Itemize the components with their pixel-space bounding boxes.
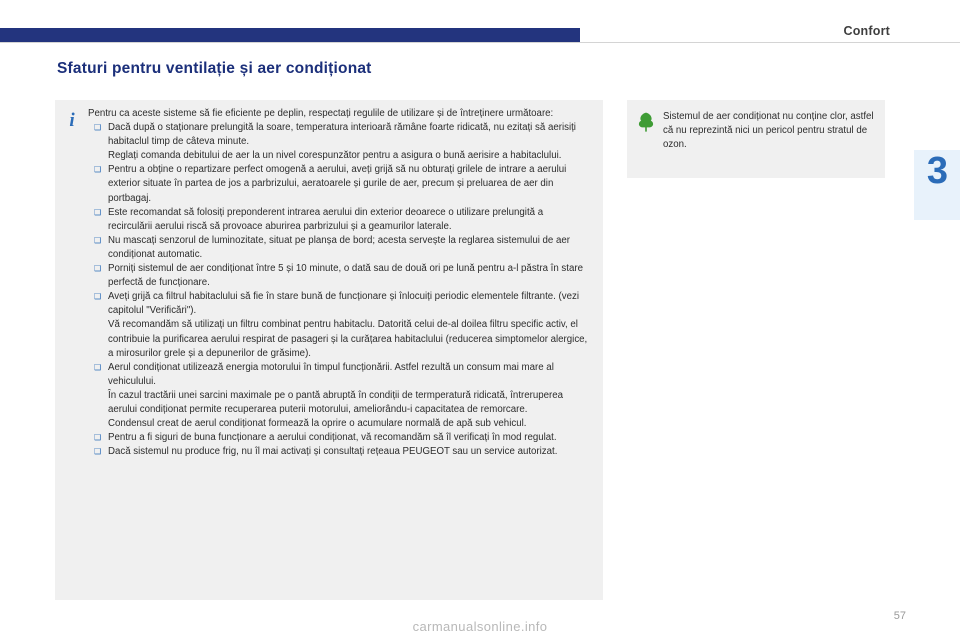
bullet-item — [88, 234, 588, 262]
main-body-text — [88, 107, 588, 459]
bullet-item — [88, 290, 588, 360]
bullet-paragraph: Dacă după o staționare prelungită la soare, temperatura interioară rămâne foarte ridicată, nu ezitați să aerisiți habitaclul timp de câteva minute. — [108, 122, 576, 148]
section-number: 3 — [926, 150, 948, 192]
bullet-text — [108, 234, 588, 262]
bullet-text — [108, 163, 588, 205]
bullet-paragraph: Pentru a fi siguri de buna funcționare a aerului condiționat, vă recomandăm să îl verificați în mod regulat. — [108, 432, 557, 444]
bullet-marker-icon: ❑ — [94, 362, 102, 372]
bullet-paragraph: Este recomandat să folosiți preponderent intrarea aerului din exterior deoarece o utilizare prelungită a recirculării aerului riscă să provoace aburirea parbrizului și a geamurilor laterale. — [108, 206, 544, 232]
bullet-paragraph: Aveți grijă ca filtrul habitaclului să fie în stare bună de funcționare și înlocuiți periodic elementele filtrante. (vezi capitolul "Verificări"). — [108, 291, 579, 317]
bullet-text — [108, 361, 588, 431]
bullet-item — [88, 121, 588, 163]
bullet-paragraph: Porniți sistemul de aer condiționat între 5 și 10 minute, o dată sau de două ori pe lună pentru a-l păstra în stare perfectă de funcționare. — [108, 263, 583, 289]
bullet-item — [88, 262, 588, 290]
note-text: Sistemul de aer condiționat nu conține clor, astfel că nu reprezintă nici un pericol pentru stratul de ozon. — [663, 111, 874, 151]
header-band — [0, 28, 580, 42]
bullet-paragraph: Reglați comanda debitului de aer la un nivel corespunzător pentru a asigura o bună aerisire a habitaclului. — [108, 150, 562, 162]
bullet-text — [108, 206, 588, 234]
page-number: 57 — [893, 610, 906, 622]
bullet-text — [108, 431, 588, 445]
bullet-text — [108, 290, 588, 360]
bullet-marker-icon: ❑ — [94, 433, 102, 443]
intro-paragraph: Pentru ca aceste sisteme să fie eficiente pe deplin, respectați regulile de utilizare și de întreținere următoare: — [88, 108, 554, 119]
bullet-paragraph: Aerul condiționat utilizează energia motorului în timpul funcționării. Astfel rezultă un consum mai mare al vehiculului. — [108, 361, 554, 387]
bullet-text — [108, 262, 588, 290]
bullet-paragraph: Condensul creat de aerul condiționat formează la oprire o acumulare normală de apă sub vehicul. — [108, 418, 527, 430]
bullet-marker-icon: ❑ — [94, 207, 102, 217]
page-title: Sfaturi pentru ventilație și aer condiționat — [57, 60, 372, 77]
bullet-paragraph: În cazul tractării unei sarcini maximale pe o pantă abruptă în condiții de termperatură ridicată, întreruperea aerului condiționat permite recuperarea puterii motorului, ameliorându-i capacitatea de remorcare. — [108, 389, 564, 415]
bullet-list — [88, 121, 588, 459]
bullet-marker-icon: ❑ — [94, 123, 102, 133]
bullet-text — [108, 445, 588, 459]
bullet-item — [88, 206, 588, 234]
header-divider — [0, 42, 960, 43]
info-i-icon: i — [69, 110, 75, 131]
bullet-item — [88, 163, 588, 205]
bullet-item — [88, 445, 588, 459]
watermark: carmanualsonline.info — [412, 619, 548, 634]
bullet-item — [88, 431, 588, 445]
bullet-item — [88, 361, 588, 431]
bullet-marker-icon: ❑ — [94, 292, 102, 302]
bullet-text — [108, 121, 588, 163]
bullet-marker-icon: ❑ — [94, 447, 102, 457]
bullet-marker-icon: ❑ — [94, 235, 102, 245]
bullet-paragraph: Dacă sistemul nu produce frig, nu îl mai activați și consultați rețeaua PEUGEOT sau un service autorizat. — [108, 446, 558, 458]
bullet-paragraph: Nu mascați senzorul de luminozitate, situat pe planșa de bord; acesta servește la reglarea sistemului de aer condiționat automatic. — [108, 234, 571, 260]
header-chapter-title: Confort — [843, 24, 890, 38]
tree-eco-icon — [637, 112, 655, 132]
bullet-paragraph: Vă recomandăm să utilizați un filtru combinat pentru habitaclu. Datorită celui de-al doilea filtru specific activ, el contribuie la purificarea aerului respirat de pasageri și la curățarea habitaclului (reducerea simptomelor alergice, a mirosurilor grele și a depunerilor de grăsime). — [108, 319, 588, 359]
bullet-paragraph: Pentru a obține o repartizare perfect omogenă a aerului, aveți grijă să nu obturați grilele de intrare a aerului exterior situate în partea de jos a parbrizului, aeratoarele și gurile de aer, precum și preluarea de aer din portbagaj. — [108, 164, 567, 204]
bullet-marker-icon: ❑ — [94, 165, 102, 175]
bullet-marker-icon: ❑ — [94, 264, 102, 274]
